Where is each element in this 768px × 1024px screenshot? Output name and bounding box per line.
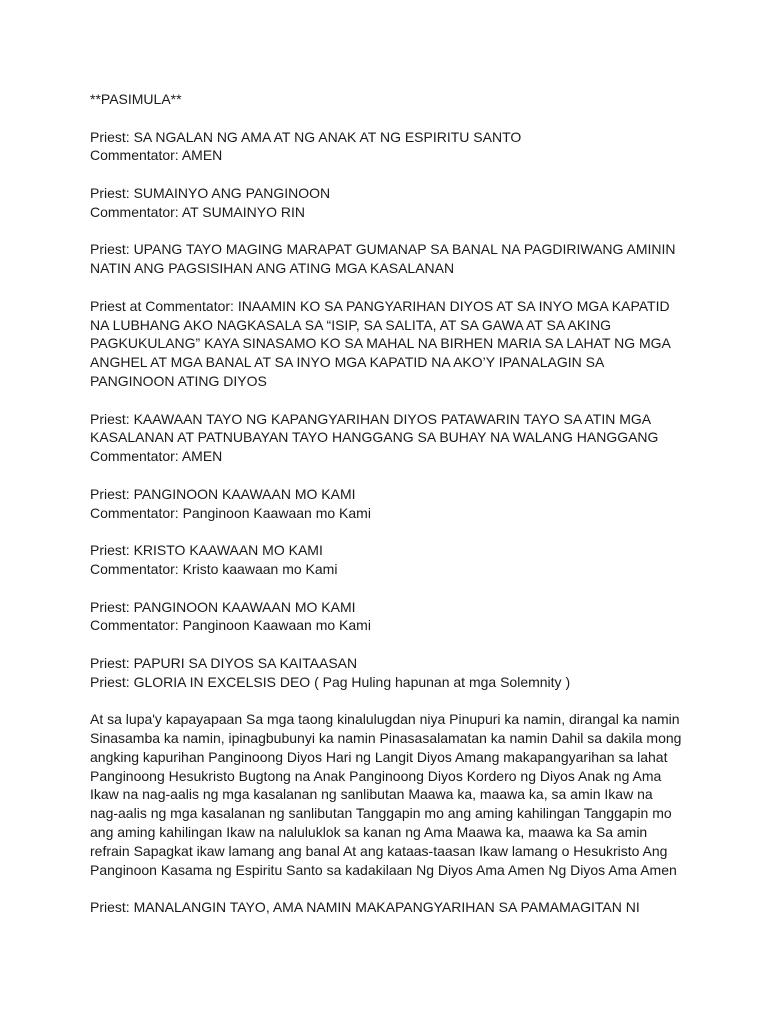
dialogue-block [90, 541, 690, 579]
dialogue-block [90, 410, 690, 466]
text-line: Panginoon Kasama ng Espiritu Santo sa kadakilaan Ng Diyos Ama Amen Ng Diyos Ama Amen [90, 861, 677, 878]
gloria-text [90, 710, 690, 879]
text-line: Commentator: Kristo kaawaan mo Kami [90, 560, 338, 577]
text-line: **PASIMULA** [90, 91, 182, 107]
text-line: KASALANAN AT PATNUBAYAN TAYO HANGGANG SA BUHAY NA WALANG HANGGANG [90, 429, 659, 446]
section-heading [90, 90, 690, 109]
text-line: At sa lupa'y kapayapaan Sa mga taong kinalulugdan niya Pinupuri ka namin, dirangal ka namin [90, 711, 680, 728]
text-line: Commentator: AMEN [90, 448, 223, 465]
dialogue-block [90, 898, 690, 917]
text-line: PANGINOON ATING DIYOS [90, 372, 267, 389]
dialogue-block [90, 240, 690, 278]
text-line: Priest: GLORIA IN EXCELSIS DEO ( Pag Huling hapunan at mga Solemnity ) [90, 673, 571, 690]
text-line: refrain Sapagkat ikaw lamang ang banal At ang kataas-taasan Ikaw lamang o Hesukristo Ang [90, 842, 668, 859]
dialogue-block [90, 654, 690, 692]
text-line: Priest: SA NGALAN NG AMA AT NG ANAK AT NG ESPIRITU SANTO [90, 128, 522, 145]
text-line: Panginoong Hesukristo Bugtong na Anak Panginoong Diyos Kordero ng Diyos Anak ng Ama [90, 767, 662, 784]
dialogue-block [90, 297, 690, 391]
document-page [90, 90, 690, 936]
text-line: Priest: PANGINOON KAAWAAN MO KAMI [90, 485, 356, 502]
text-line: Priest: PANGINOON KAAWAAN MO KAMI [90, 598, 356, 615]
text-line: Ikaw na nag-aalis ng mga kasalanan ng sanlibutan Maawa ka, maawa ka, sa amin Ikaw na [90, 786, 653, 803]
dialogue-block [90, 184, 690, 222]
text-line: Commentator: AT SUMAINYO RIN [90, 203, 305, 220]
dialogue-block [90, 598, 690, 636]
text-line: Commentator: AMEN [90, 147, 223, 164]
dialogue-block [90, 128, 690, 166]
text-line: Priest: UPANG TAYO MAGING MARAPAT GUMANAP SA BANAL NA PAGDIRIWANG AMININ [90, 241, 676, 258]
text-line: NATIN ANG PAGSISIHAN ANG ATING MGA KASALANAN [90, 260, 455, 277]
text-line: nag-aalis ng mga kasalanan ng sanlibutan Tanggapin mo ang aming kahilingan Tanggapin mo [90, 805, 672, 822]
dialogue-block [90, 485, 690, 523]
text-line: ang aming kahilingan Ikaw na naluluklok sa kanan ng Ama Maawa ka, maawa ka Sa amin [90, 824, 648, 841]
text-line: Priest: MANALANGIN TAYO, AMA NAMIN MAKAPANGYARIHAN SA PAMAMAGITAN NI [90, 899, 640, 916]
text-line: Commentator: Panginoon Kaawaan mo Kami [90, 617, 371, 634]
text-line: NA LUBHANG AKO NAGKASALA SA “ISIP, SA SALITA, AT SA GAWA AT SA AKING [90, 316, 612, 333]
text-line: Priest: KRISTO KAAWAAN MO KAMI [90, 542, 323, 559]
text-line: Commentator: Panginoon Kaawaan mo Kami [90, 504, 371, 521]
text-line: angking kapurihan Panginoong Diyos Hari ng Langit Diyos Amang makapangyarihan sa lahat [90, 748, 668, 765]
text-line: Priest: KAAWAAN TAYO NG KAPANGYARIHAN DIYOS PATAWARIN TAYO SA ATIN MGA [90, 410, 652, 427]
text-line: Priest at Commentator: INAAMIN KO SA PANGYARIHAN DIYOS AT SA INYO MGA KAPATID [90, 297, 670, 314]
text-line: ANGHEL AT MGA BANAL AT SA INYO MGA KAPATID NA AKO’Y IPANALAGIN SA [90, 354, 605, 371]
text-line: Priest: PAPURI SA DIYOS SA KAITAASAN [90, 654, 358, 671]
text-line: PAGKUKULANG” KAYA SINASAMO KO SA MAHAL NA BIRHEN MARIA SA LAHAT NG MGA [90, 335, 671, 352]
text-line: Priest: SUMAINYO ANG PANGINOON [90, 184, 331, 201]
text-line: Sinasamba ka namin, ipinagbubunyi ka namin Pinasasalamatan ka namin Dahil sa dakila mong [90, 730, 682, 747]
